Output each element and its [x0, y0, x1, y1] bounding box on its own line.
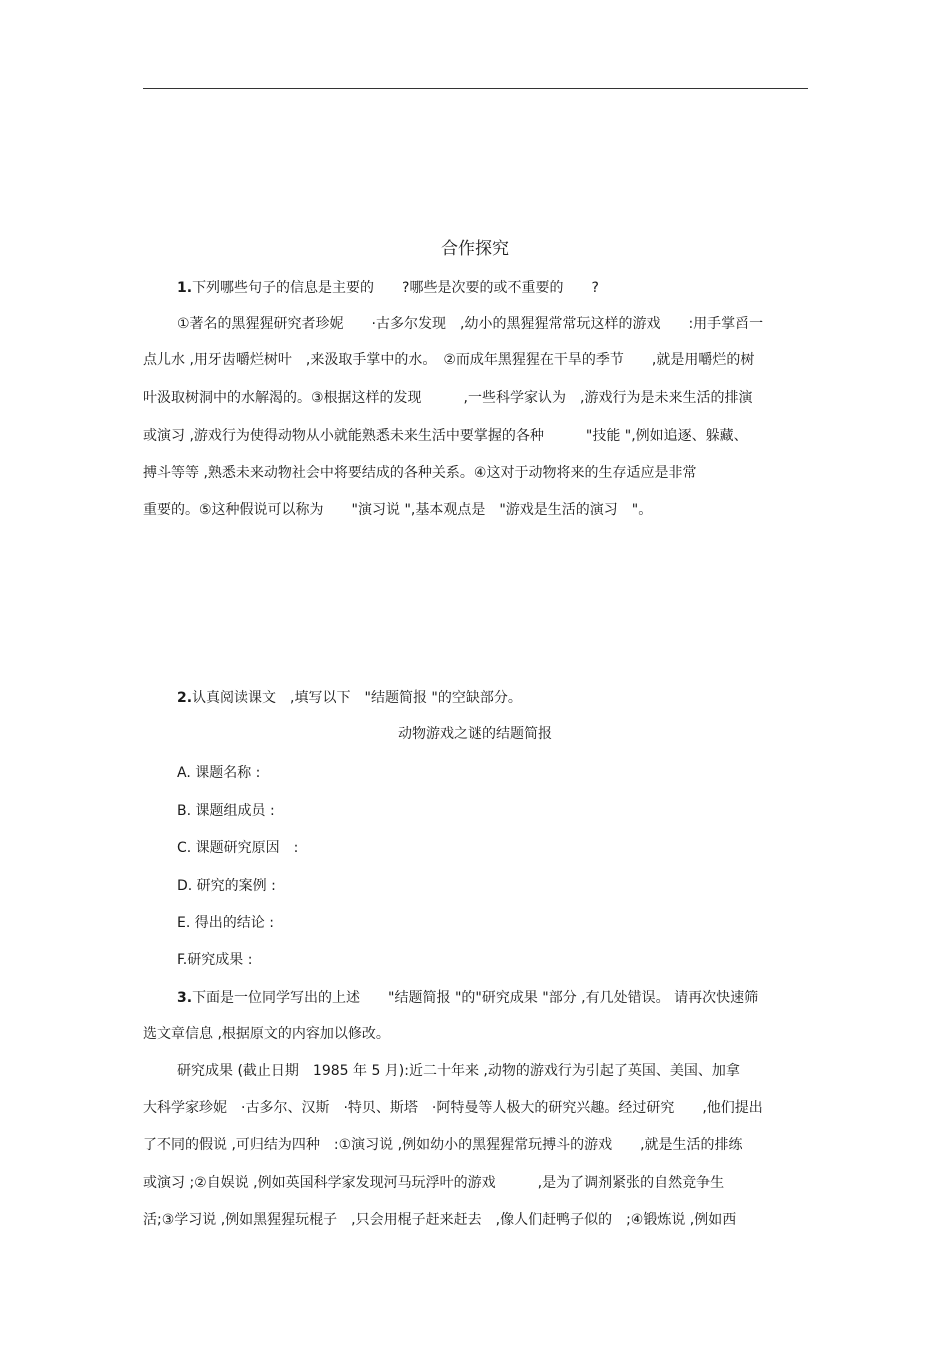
header-rule [143, 88, 808, 89]
q1-prompt [177, 278, 599, 298]
q1-prompt-text: 下列哪些句子的信息是主要的 ?哪些是次要的或不重要的 ? [192, 280, 599, 296]
q3-prompt-line2: 选文章信息 ,根据原文的内容加以修改。 [143, 1026, 390, 1042]
section-title: 合作探究 [441, 239, 509, 259]
q2-prompt-text: 认真阅读课文 ,填写以下 "结题简报 "的空缺部分。 [192, 690, 522, 706]
q1-line: 搏斗等等 ,熟悉未来动物社会中将要结成的各种关系。④这对于动物将来的生存适应是非常 [143, 465, 697, 481]
report-item: A. 课题名称 : [177, 765, 261, 781]
q1-line: 叶汲取树洞中的水解渴的。③根据这样的发现 ,一些科学家认为 ,游戏行为是未来生活的排演 [143, 390, 753, 406]
q2-number: 2. [177, 690, 193, 706]
q3-prompt [177, 988, 758, 1008]
q3-prompt-text: 下面是一位同学写出的上述 "结题简报 "的"研究成果 "部分 ,有几处错误。 请再次快速筛 [192, 990, 759, 1006]
q3-line: 研究成果 (截止日期 1985 年 5 月):近二十年来 ,动物的游戏行为引起了英国、美国、加拿 [177, 1063, 740, 1079]
q3-line: 大科学家珍妮 ·古多尔、汉斯 ·特贝、斯塔 ·阿特曼等人极大的研究兴趣。经过研究 ,他们提出 [143, 1100, 763, 1116]
report-item: E. 得出的结论 : [177, 915, 274, 931]
q3-line: 活;③学习说 ,例如黑猩猩玩棍子 ,只会用棍子赶来赶去 ,像人们赶鸭子似的 ;④锻炼说 ,例如西 [143, 1212, 737, 1228]
q1-line: 重要的。⑤这种假说可以称为 "演习说 ",基本观点是 "游戏是生活的演习 "。 [143, 502, 653, 518]
q1-line: 点儿水 ,用牙齿嚼烂树叶 ,来汲取手掌中的水。 ②而成年黑猩猩在干旱的季节 ,就是用嚼烂的树 [143, 352, 755, 368]
report-item: F.研究成果 : [177, 952, 253, 968]
report-item: C. 课题研究原因 : [177, 840, 299, 856]
q2-prompt [177, 688, 522, 708]
report-item: B. 课题组成员 : [177, 803, 275, 819]
report-item: D. 研究的案例 : [177, 878, 276, 894]
q1-line: 或演习 ,游戏行为使得动物从小就能熟悉未来生活中要掌握的各种 "技能 ",例如追逐、躲藏、 [143, 428, 748, 444]
q1-number: 1. [177, 280, 193, 296]
q3-line: 或演习 ;②自娱说 ,例如英国科学家发现河马玩浮叶的游戏 ,是为了调剂紧张的自然竞争生 [143, 1175, 725, 1191]
q1-line: ①著名的黑猩猩研究者珍妮 ·古多尔发现 ,幼小的黑猩猩常常玩这样的游戏 :用手掌舀一 [177, 316, 764, 332]
q3-number: 3. [177, 990, 193, 1006]
report-title: 动物游戏之谜的结题简报 [398, 726, 552, 742]
q3-line: 了不同的假说 ,可归结为四种 :①演习说 ,例如幼小的黑猩猩常玩搏斗的游戏 ,就是生活的排练 [143, 1137, 743, 1153]
